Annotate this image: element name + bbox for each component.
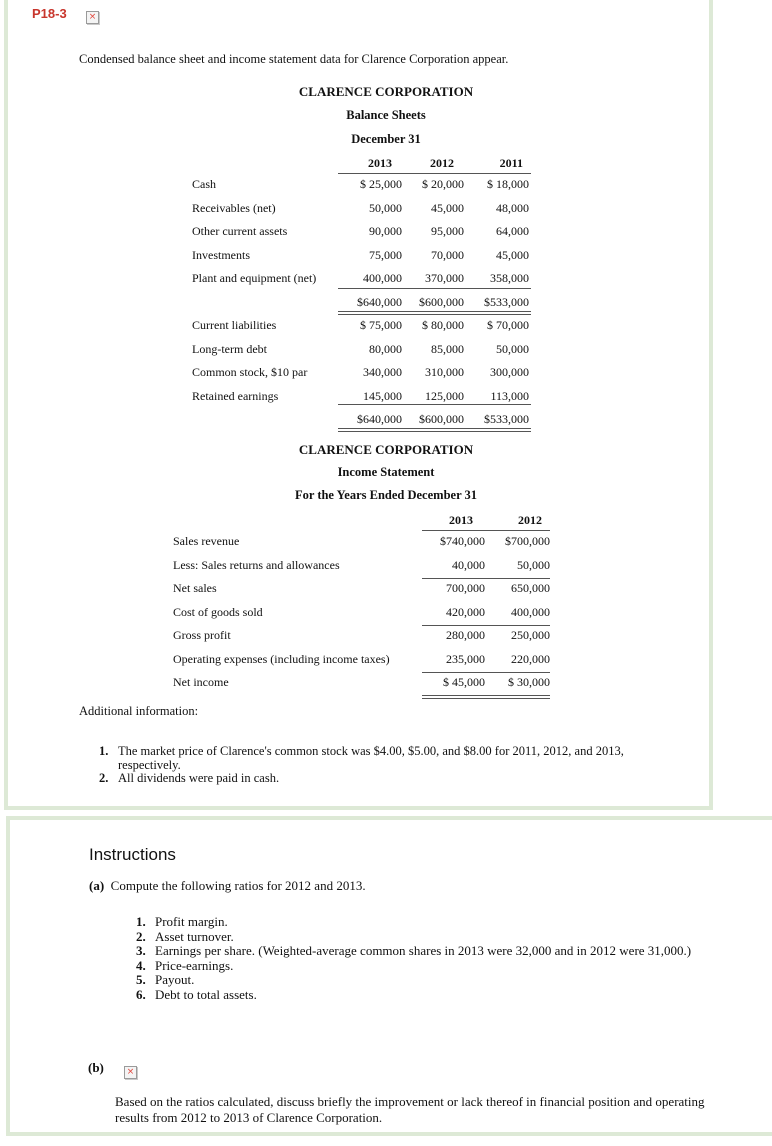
broken-image-icon: × (124, 1066, 137, 1079)
broken-image-icon: × (86, 11, 99, 24)
list-item: 6. Debt to total assets. (136, 986, 257, 1002)
list-item: 4. Price-earnings. (136, 957, 234, 973)
total-double-rule (338, 311, 531, 315)
instructions-heading: Instructions (89, 845, 176, 864)
balance-sheet-title: Balance Sheets (346, 108, 426, 122)
part-b-label: (b) (88, 1060, 104, 1075)
additional-info-heading: Additional information: (79, 704, 199, 718)
list-item: 1. The market price of Clarence's common stock was $4.00, $5.00, and $8.00 for 2011, 2012, and 2013, respectively. (99, 744, 624, 772)
subtotal-rule (422, 625, 550, 626)
list-item: 1. Profit margin. (136, 914, 228, 929)
total-double-rule (422, 695, 550, 699)
list-item: 3. Earnings per share. (Weighted-average common shares in 2013 were 32,000 and in 2012 were 31,000.) (136, 943, 692, 958)
table-row: Sales revenue $740,000 $700,000 (173, 534, 550, 549)
table-row: Gross profit 280,000 250,000 (173, 628, 550, 643)
total-assets-row: $640,000 $600,000 $533,000 (357, 294, 529, 309)
table-row: Investments 75,000 70,000 45,000 (192, 247, 529, 262)
subtotal-rule (338, 404, 531, 405)
problem-intro: Condensed balance sheet and income statement data for Clarence Corporation appear. (79, 52, 509, 66)
subtotal-rule (338, 288, 531, 289)
total-double-rule (338, 428, 531, 432)
net-income-row: Net income $ 45,000 $ 30,000 (173, 675, 550, 690)
table-row: Operating expenses (including income taxes) 235,000 220,000 (173, 651, 550, 666)
problem-id: P18-3 (32, 6, 67, 21)
table-row: Less: Sales returns and allowances 40,000 50,000 (173, 557, 550, 572)
table-row: Other current assets 90,000 95,000 64,000 (192, 224, 529, 239)
additional-info-list (99, 745, 659, 786)
table-row: Cash $ 25,000 $ 20,000 $ 18,000 (192, 177, 529, 192)
balance-sheet-date: December 31 (351, 132, 421, 146)
income-statement-period: For the Years Ended December 31 (294, 488, 478, 502)
balance-sheet-header-row (192, 153, 529, 173)
subtotal-rule (422, 672, 550, 673)
year-header: 2013 (368, 155, 392, 170)
year-header: 2011 (499, 155, 523, 170)
subtotal-rule (422, 578, 550, 579)
income-statement-company: CLARENCE CORPORATION (298, 442, 474, 457)
income-header-row (173, 510, 550, 530)
table-row: Plant and equipment (net) 400,000 370,000 358,000 (192, 271, 529, 286)
header-underline (338, 173, 531, 174)
total-liabilities-equity-row: $640,000 $600,000 $533,000 (357, 412, 529, 427)
table-row: Net sales 700,000 650,000 (173, 581, 550, 596)
income-statement-title: Income Statement (337, 465, 435, 479)
income-statement-table (173, 510, 550, 695)
table-row: Retained earnings 145,000 125,000 113,000 (192, 388, 529, 403)
table-row: Receivables (net) 50,000 45,000 48,000 (192, 200, 529, 215)
part-a-prompt: (a) Compute the following ratios for 2012 and 2013. (89, 878, 366, 893)
list-item: 2. Asset turnover. (136, 928, 234, 944)
header-underline (422, 530, 550, 531)
year-header: 2012 (430, 155, 454, 170)
balance-sheet-table (192, 153, 529, 432)
table-row: Long-term debt 80,000 85,000 50,000 (192, 341, 529, 356)
table-row: Common stock, $10 par 340,000 310,000 300,000 (192, 365, 529, 380)
year-header: 2012 (518, 512, 542, 527)
list-item: 2. All dividends were paid in cash. (99, 771, 280, 785)
balance-sheet-company: CLARENCE CORPORATION (298, 84, 474, 99)
table-row: Cost of goods sold 420,000 400,000 (173, 604, 550, 619)
year-header: 2013 (449, 512, 473, 527)
list-item: 5. Payout. (136, 972, 195, 987)
ratio-list (136, 915, 711, 1002)
part-a-label: (a) (89, 878, 105, 893)
table-row: Current liabilities $ 75,000 $ 80,000 $ 70,000 (192, 318, 529, 333)
part-b-prompt: Based on the ratios calculated, discuss briefly the improvement or lack thereof in financial position and operating results from 2012 to 2013 of Clarence Corporation. (115, 1094, 705, 1125)
